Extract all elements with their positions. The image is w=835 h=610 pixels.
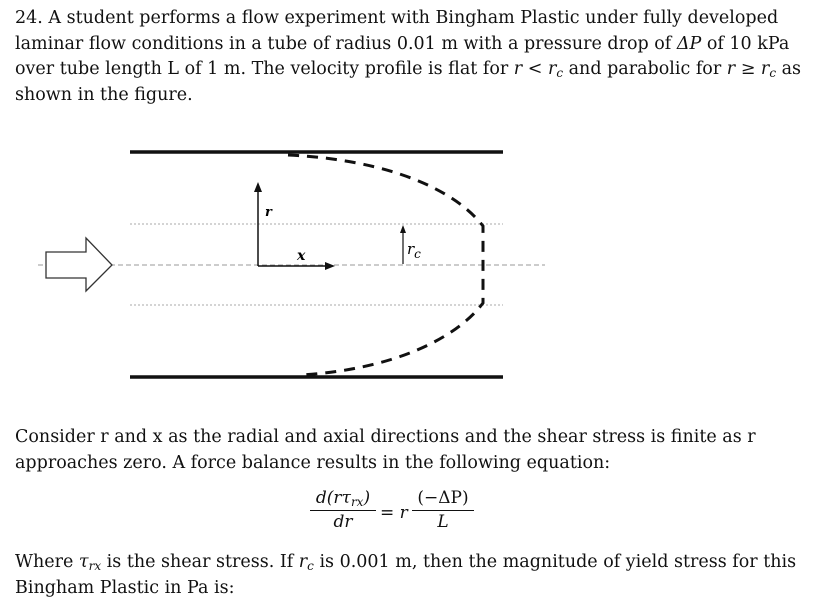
rhs-numerator: (−ΔP) bbox=[417, 488, 469, 508]
rhs-denominator: L bbox=[437, 512, 449, 532]
force-balance-text: Consider r and x as the radial and axial directions and the shear stress is finite as r approaches zero. A force balance results in the following equation: bbox=[15, 427, 756, 473]
condition-parabolic-sub: c bbox=[769, 66, 777, 80]
rc-marker-arrowhead bbox=[400, 225, 406, 233]
pressure-drop-symbol: ΔP bbox=[676, 33, 702, 54]
question-mid2: and parabolic for bbox=[563, 59, 727, 79]
x-axis-label: x bbox=[297, 248, 306, 264]
condition-flat-sub: c bbox=[556, 66, 564, 80]
rc-label: $r_c$ bbox=[407, 240, 421, 261]
lhs-fraction bbox=[310, 488, 376, 532]
x-axis-arrowhead bbox=[325, 262, 335, 270]
force-balance-equation bbox=[300, 484, 540, 544]
question-final-text: Where $\tau_{rx}$ is the shear stress. If $r_c$ is 0.001 m, then the magnitude of yield stress for this Bingham Plastic in Pa is: bbox=[15, 552, 797, 598]
equation-equals: = r bbox=[380, 503, 408, 523]
tau-symbol: τ bbox=[78, 552, 89, 572]
question-mid1: of 10 kPa over tube length L of 1 m. The velocity profile is flat for bbox=[15, 33, 790, 79]
flow-direction-arrow bbox=[46, 238, 112, 291]
condition-parabolic: r ≥ r bbox=[726, 59, 770, 79]
velocity-profile-figure bbox=[0, 130, 835, 390]
lhs-numerator: $d(r\tau_{rx})$ bbox=[315, 488, 371, 509]
condition-flat: r < r bbox=[513, 59, 557, 79]
r-axis-label: r bbox=[265, 205, 272, 220]
rc-symbol: r bbox=[298, 552, 308, 572]
question-text bbox=[15, 6, 805, 108]
r-axis-arrowhead bbox=[254, 182, 262, 192]
question-prefix: 24. A student performs a flow experiment with Bingham Plastic under fully developed laminar flow conditions in a tube of radius 0.01 m with a pressure drop of bbox=[15, 8, 779, 54]
lhs-denominator: dr bbox=[333, 512, 353, 532]
rhs-fraction bbox=[412, 488, 474, 532]
question-suffix: as shown in the figure. bbox=[15, 59, 802, 105]
